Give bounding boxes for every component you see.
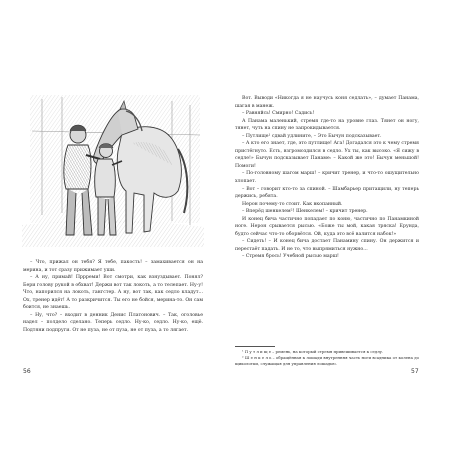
page-number-left: 56 — [23, 368, 31, 375]
footnotes — [235, 349, 419, 367]
horse-and-boys-illustration — [22, 95, 204, 247]
paragraph: – Сидеть! – И конец бича достает Панамину спину. Он держится и перестаёт падать. И не то, что выпрямиться нужно... — [235, 239, 419, 252]
paragraph: – Вот – говорит кто-то за спиной. – Шамбарьер притащили, ну теперь держись, ребята. — [235, 186, 419, 200]
paragraph: – Путлище¹ сдвай удлините, – Это Бычун подсказывает. — [242, 133, 382, 139]
paragraph: – Ну, что? – входит в денник Денис Платонович. – Так, оголовье надел – полдело сделано. Теперь седло. Ну-ко, седло. Ну-ко, ещё. Подтяни подпруги. От не пуза, не от пуза, не от пуза, а то лягает. — [23, 312, 203, 333]
footnote-divider — [235, 346, 275, 347]
paragraph: И конец бича частично попадает по коню, частично по Панамкиной ноге. Нерон срывается рысью. «Боже ты мой, какая тряска! Ерунда, будто сейчас что-то оборвётся. Ой, куда это всё валится набок!» — [235, 216, 419, 237]
paragraph: – Равняйсь! Смирно! Садись! — [242, 111, 315, 117]
paragraph: – А ну, примай! Пррреми! Вот смотри, как взнуздывает. Понял? Бери голову рукой в обхват! Держи вот так локоть, а то телепает. Ну-у! Что, напорился на локоть, гангстер. А ну, вот так, как седло кладут... Ох, тренер идёт! А то разкричится. Ты его не бойся, мерина-то. Он сам боится, не знаешь. — [23, 275, 203, 311]
right-page-text — [235, 95, 419, 261]
left-page-text — [23, 259, 203, 334]
footnote: ¹ П у т л и щ е – ремень, на который стремя привешивается к седлу. — [242, 349, 384, 354]
paragraph: – А кто его знает, где, это путлище! Ага! Догадался это к чему стремя пристёгнуто. Есть, взгромоздился в седло. Ух ты, как высоко. «Я сижу в седле!» Бычун подсказывает Панаме: – Какой же это! Бычун меньшой! Помоги! — [235, 141, 419, 169]
footnote: ² Ш е н к е л ь – обращённая к лошади внутренняя часть ноги всадника от колена до щиколотки, служащая для управления лошадью. — [235, 355, 419, 366]
paragraph: – Что, прижал он тебя? Я тебе, пакость! – замахивается он на мерина, и тот сразу прижимает уши. — [23, 260, 203, 273]
paragraph: – Вперёд шенкелем²! Шенкелем! – кричит тренер. — [242, 209, 368, 215]
paragraph: Вот. Выводи «Никогда я не научусь коня седлать», – думает Панама, шагая в манеж. — [235, 96, 419, 109]
paragraph: – Стремя брось! Учебной рысью марш! — [242, 254, 339, 260]
paragraph: Нерон почему-то стоит. Как вкопанный. — [242, 201, 343, 207]
paragraph: – По-головному шагом марш! – кричит тренер, и что-то ошущительно хлопает. — [235, 171, 419, 185]
page-number-right: 57 — [411, 368, 419, 375]
paragraph: А Панама маленький, стремя где-то на уровне глаз. Тянет он ногу, тянет, чуть на спину не запрокидывается. — [235, 118, 419, 132]
right-page — [225, 0, 450, 450]
